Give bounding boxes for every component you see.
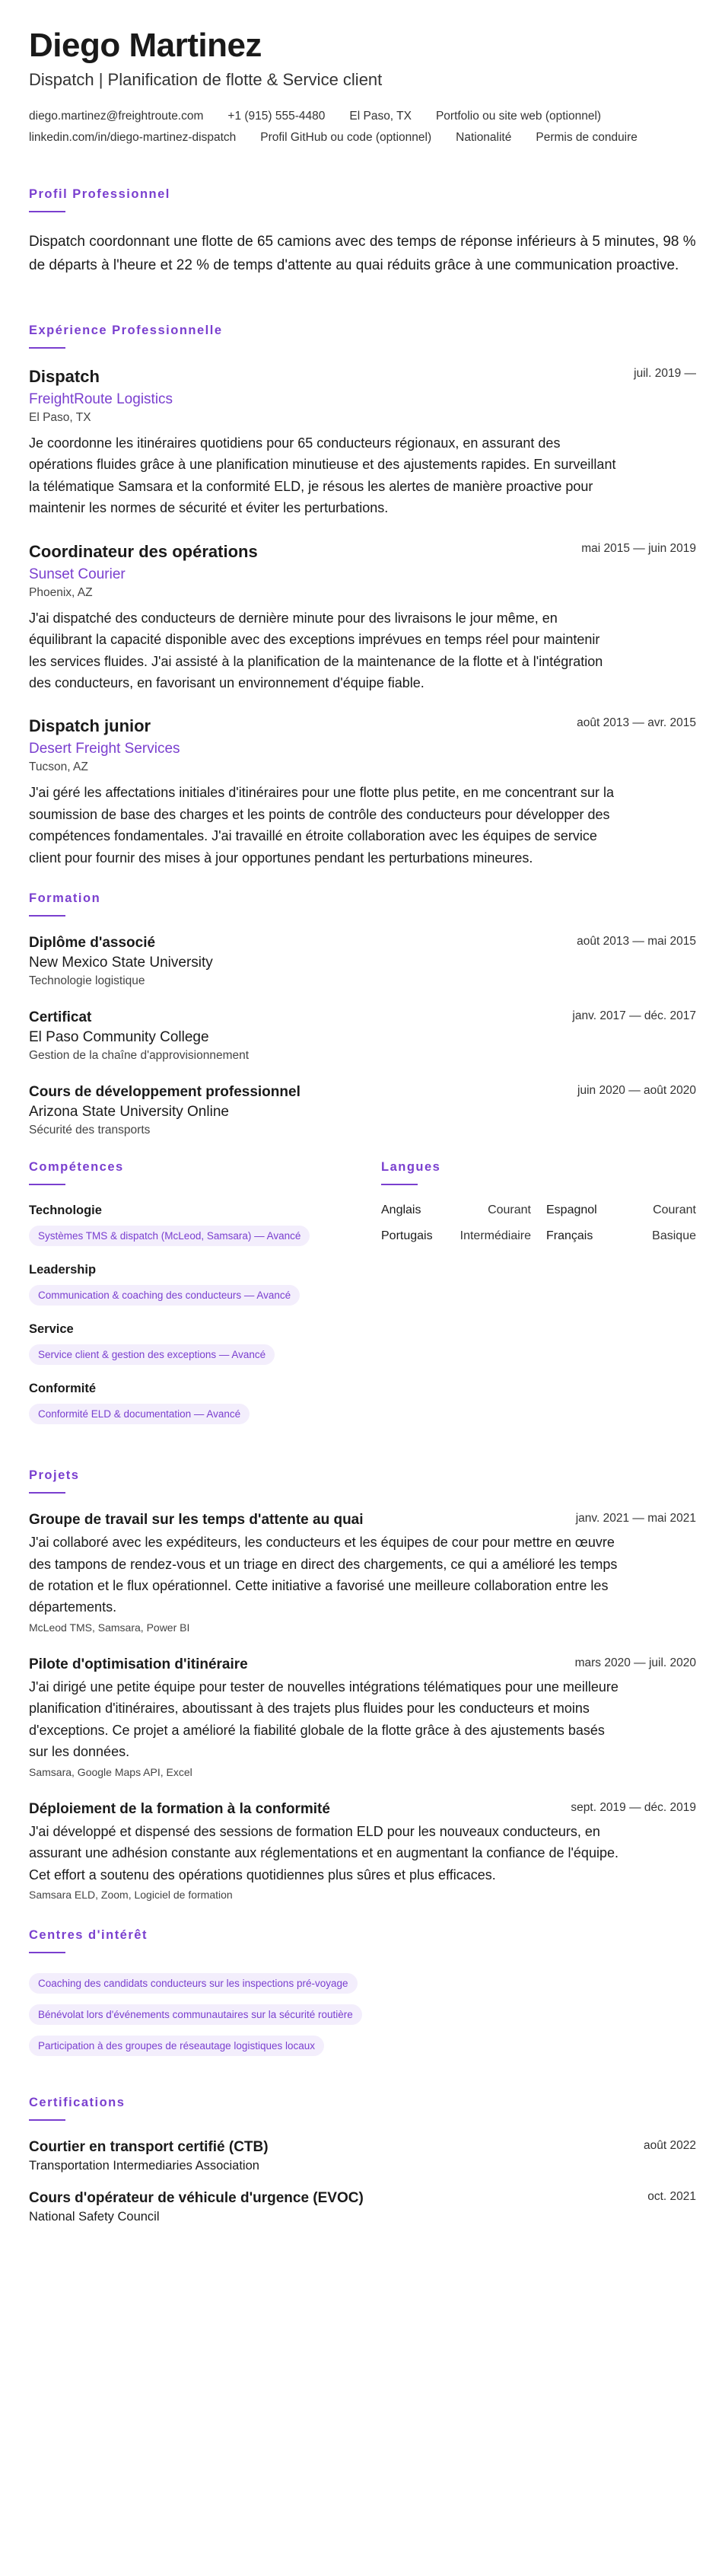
interests-section (29, 1928, 696, 2058)
language-name: Français (546, 1229, 593, 1243)
contact-email[interactable]: diego.martinez@freightroute.com (29, 110, 204, 123)
job-entry (29, 367, 696, 519)
section-title: Expérience Professionnelle (29, 323, 223, 337)
job-company: FreightRoute Logistics (29, 391, 173, 407)
job-entry (29, 716, 696, 869)
certification-org: Transportation Intermediaries Association (29, 2158, 259, 2173)
section-title: Compétences (29, 1160, 124, 1175)
candidate-name: Diego Martinez (29, 27, 262, 64)
section-divider (29, 211, 65, 212)
education-school: El Paso Community College (29, 1029, 209, 1046)
project-title: Déploiement de la formation à la conformité (29, 1800, 330, 1817)
skill-category: Conformité (29, 1382, 96, 1396)
education-date: juin 2020 — août 2020 (577, 1084, 696, 1098)
job-description: J'ai dispatché des conducteurs de dernière minute pour des livraisons le jour même, en équilibrant la capacité disponible avec des exceptions imprévues en temps réel pour maintenir les services fluides. J'ai assisté à la planification de la maintenance de la flotte et à l'intégration des conducteurs, en favorisant un environnement d'équipe fiable. (29, 610, 603, 690)
project-description: J'ai collaboré avec les expéditeurs, les conducteurs et les équipes de cour pour mettre en œuvre des tampons de rendez-vous et un triage en direct des chargements, ce qui a amélioré les temps de rotation et le flux opérationnel. Cette initiative a favorisé une meilleure collaboration entre les départements. (29, 1535, 618, 1615)
job-title: Coordinateur des opérations (29, 541, 258, 561)
project-description: J'ai développé et dispensé des sessions de formation ELD pour les nouveaux conducteurs, en assurant une adhésion constante aux réglementations et en augmentant la confiance de l'équipe. Cet effort a soutenu des opérations quotidiennes plus sûres et plus efficaces. (29, 1823, 618, 1883)
certification-date: août 2022 (644, 2138, 696, 2152)
section-title: Certifications (29, 2095, 126, 2109)
skill-category: Leadership (29, 1263, 97, 1277)
project-tech: Samsara ELD, Zoom, Logiciel de formation (29, 1888, 233, 1901)
language-item (546, 1204, 696, 1217)
contact-portfolio[interactable]: Portfolio ou site web (optionnel) (435, 110, 602, 123)
project-entry (29, 1656, 696, 1778)
project-entry (29, 1512, 696, 1634)
education-entry (29, 1084, 696, 1137)
interest-chip: Bénévolat lors d'événements communautaires sur la sécurité routière (29, 2004, 362, 2025)
section-title: Langues (381, 1160, 441, 1175)
project-date: sept. 2019 — déc. 2019 (571, 1800, 696, 1814)
education-entry (29, 935, 696, 988)
language-list (381, 1204, 696, 1243)
skill-group (29, 1263, 351, 1307)
certifications-section (29, 2096, 696, 2224)
section-divider (29, 1952, 65, 1953)
job-entry (29, 542, 696, 694)
job-location: Tucson, AZ (29, 760, 88, 774)
skill-group (29, 1322, 351, 1366)
interest-chip: Coaching des candidats conducteurs sur les inspections pré-voyage (29, 1973, 358, 1994)
project-entry (29, 1801, 696, 1901)
job-date: août 2013 — avr. 2015 (577, 716, 696, 730)
section-title: Centres d'intérêt (29, 1927, 148, 1942)
skill-category: Technologie (29, 1204, 102, 1218)
project-tech: Samsara, Google Maps API, Excel (29, 1765, 192, 1778)
section-title: Profil Professionnel (29, 187, 170, 202)
certification-name: Courtier en transport certifié (CTB) (29, 2138, 269, 2155)
education-school: Arizona State University Online (29, 1104, 229, 1121)
section-divider (381, 1184, 418, 1185)
job-title: Dispatch junior (29, 716, 151, 736)
contact-location: El Paso, TX (349, 110, 412, 123)
skill-group (29, 1204, 351, 1248)
certification-entry (29, 2190, 696, 2224)
section-title: Formation (29, 891, 101, 906)
contact-list (29, 110, 696, 145)
skill-chip: Systèmes TMS & dispatch (McLeod, Samsara) — Avancé (29, 1226, 310, 1246)
resume-header (29, 27, 696, 145)
experience-section (29, 324, 696, 869)
language-level: Intermédiaire (459, 1229, 531, 1243)
education-degree: Cours de développement professionnel (29, 1084, 300, 1101)
contact-phone[interactable]: +1 (915) 555-4480 (227, 110, 326, 123)
job-date: mai 2015 — juin 2019 (581, 541, 696, 555)
interest-list (29, 1972, 696, 2058)
education-entry (29, 1009, 696, 1063)
skills-column (29, 1160, 351, 1441)
skill-category: Service (29, 1322, 74, 1337)
language-name: Anglais (381, 1204, 421, 1217)
certification-date: oct. 2021 (647, 2189, 696, 2203)
certification-org: National Safety Council (29, 2209, 160, 2224)
contact-github[interactable]: Profil GitHub ou code (optionnel) (260, 131, 432, 145)
education-degree: Diplôme d'associé (29, 935, 156, 952)
project-date: mars 2020 — juil. 2020 (574, 1656, 696, 1669)
education-date: janv. 2017 — déc. 2017 (572, 1009, 696, 1023)
project-title: Groupe de travail sur les temps d'attente au quai (29, 1512, 364, 1529)
language-level: Basique (652, 1229, 696, 1243)
certification-entry (29, 2139, 696, 2173)
job-location: El Paso, TX (29, 410, 91, 424)
job-company: Desert Freight Services (29, 741, 180, 757)
language-level: Courant (488, 1204, 531, 1217)
summary-text: Dispatch coordonnant une flotte de 65 camions avec des temps de réponse inférieurs à 5 minutes, 98 % de départs à l'heure et 22 % de temps d'attente au quai réduits grâce à une communication proactive. (29, 234, 696, 274)
language-item (546, 1229, 696, 1243)
interest-chip: Participation à des groupes de réseautage logistiques locaux (29, 2036, 324, 2056)
education-field: Technologie logistique (29, 974, 145, 988)
job-description: J'ai géré les affectations initiales d'itinéraires pour une flotte plus petite, en me concentrant sur la soumission de base des charges et les points de contrôle des conducteurs pour développer des compétences fondamentales. J'ai travaillé en étroite collaboration avec les équipes de service client pour fournir des mises à jour opportunes pendant les perturbations mineures. (29, 785, 614, 866)
job-location: Phoenix, AZ (29, 585, 93, 599)
project-description: J'ai dirigé une petite équipe pour tester de nouvelles intégrations télématiques pour une meilleure planification d'itinéraires, aboutissant à des trajets plus fluides pour les conducteurs et moins d'exceptions. Ce projet a amélioré la fiabilité globale de la flotte grâce à des ajustements basés sur les données. (29, 1679, 618, 1760)
contact-linkedin[interactable]: linkedin.com/in/diego-martinez-dispatch (29, 131, 237, 145)
section-divider (29, 915, 65, 917)
education-date: août 2013 — mai 2015 (577, 935, 696, 948)
education-degree: Certificat (29, 1009, 92, 1026)
language-level: Courant (653, 1204, 696, 1217)
language-item (381, 1229, 531, 1243)
section-divider (29, 1184, 65, 1185)
language-name: Espagnol (546, 1204, 597, 1217)
education-school: New Mexico State University (29, 955, 213, 971)
skill-chip: Communication & coaching des conducteurs — Avancé (29, 1285, 300, 1306)
candidate-headline: Dispatch | Planification de flotte & Service client (29, 70, 383, 90)
project-tech: McLeod TMS, Samsara, Power BI (29, 1621, 190, 1634)
education-field: Gestion de la chaîne d'approvisionnement (29, 1049, 250, 1063)
education-field: Sécurité des transports (29, 1124, 151, 1137)
job-date: juil. 2019 — (634, 366, 696, 380)
language-item (381, 1204, 531, 1217)
contact-license: Permis de conduire (536, 131, 638, 145)
job-title: Dispatch (29, 366, 100, 386)
project-title: Pilote d'optimisation d'itinéraire (29, 1656, 248, 1672)
projects-section (29, 1468, 696, 1901)
section-title: Projets (29, 1468, 80, 1483)
skills-languages-section (29, 1160, 696, 1441)
job-company: Sunset Courier (29, 566, 126, 582)
section-divider (29, 347, 65, 349)
job-description: Je coordonne les itinéraires quotidiens pour 65 conducteurs régionaux, en assurant des opérations fluides grâce à une planification minutieuse et des ajustements rapides. En surveillant la télématique Samsara et la conformité ELD, je résous les alertes de manière proactive pour maintenir les normes de sécurité et éviter les perturbations. (29, 435, 616, 516)
certification-name: Cours d'opérateur de véhicule d'urgence (EVOC) (29, 2189, 364, 2206)
skill-group (29, 1382, 351, 1426)
skill-chip: Service client & gestion des exceptions — Avancé (29, 1344, 275, 1365)
language-name: Portugais (381, 1229, 433, 1243)
project-date: janv. 2021 — mai 2021 (575, 1512, 696, 1526)
education-section (29, 891, 696, 1137)
section-divider (29, 2119, 65, 2121)
contact-nationality: Nationalité (456, 131, 512, 145)
summary-section (29, 187, 696, 278)
section-divider (29, 1492, 65, 1494)
languages-column (381, 1160, 696, 1441)
skill-chip: Conformité ELD & documentation — Avancé (29, 1404, 250, 1424)
